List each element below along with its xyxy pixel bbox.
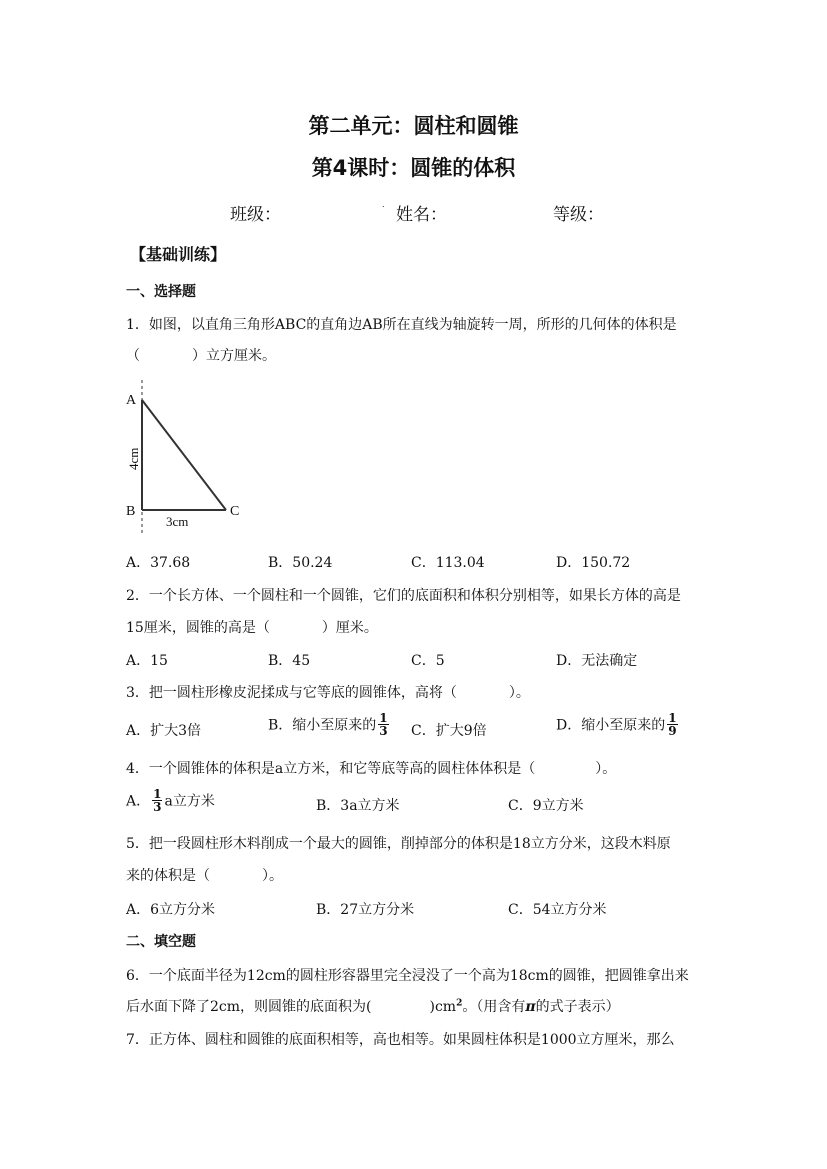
q3-option-a[interactable]: A．扩大3倍 — [126, 723, 202, 739]
q5-line1: 5．把一段圆柱形木料削成一个最大的圆锥，削掉部分的体积是18立方分米，这段木料原 — [126, 836, 671, 852]
q4-option-b[interactable]: B．3a立方米 — [316, 798, 400, 814]
q6-mid: 。（用含有 — [462, 999, 526, 1015]
q1-paren-open: （ — [126, 348, 140, 364]
q3-option-d[interactable] — [556, 712, 680, 737]
q3-suffix: ）。 — [508, 685, 530, 701]
q3-option-b[interactable] — [268, 712, 391, 737]
fraction-numerator: 1 — [153, 787, 162, 801]
name-label: 姓名： — [396, 205, 447, 225]
fraction-denominator: 9 — [668, 724, 677, 738]
grade-label: 等级： — [553, 205, 604, 225]
part2-title: 二、填空题 — [126, 934, 196, 950]
fraction-denominator: 3 — [153, 800, 162, 814]
q2-suffix: ）厘米。 — [321, 620, 378, 636]
q1-triangle-figure — [120, 378, 250, 538]
q1-paren-close: ）立方厘米。 — [192, 348, 276, 364]
q1-line2 — [126, 345, 276, 365]
q3-option-c[interactable]: C．扩大9倍 — [411, 723, 487, 739]
fraction-denominator: 3 — [379, 724, 388, 738]
q1-option-c[interactable]: C．113.04 — [411, 555, 485, 571]
q3-line1 — [126, 682, 530, 702]
fraction-numerator: 1 — [379, 711, 388, 725]
q2-option-d[interactable]: D．无法确定 — [556, 653, 638, 669]
q5-prefix: 来的体积是（ — [126, 868, 210, 884]
q4-option-a-text: a立方米 — [164, 793, 215, 810]
unit-title: 第二单元：圆柱和圆锥 — [308, 114, 519, 138]
q6-line2 — [126, 996, 620, 1016]
q1-line1: 1．如图，以直角三角形ABC的直角边AB所在直线为轴旋转一周，所形的几何体的体积是 — [126, 317, 677, 333]
q6-end: 的式子表示） — [535, 999, 620, 1015]
q1-option-b[interactable]: B．50.24 — [268, 555, 333, 571]
q4-prefix: 4．一个圆锥体的体积是a立方米，和它等底等高的圆柱体体积是（ — [126, 761, 536, 777]
q2-option-b[interactable]: B．45 — [268, 653, 311, 669]
label-base-3cm: 3cm — [166, 514, 189, 529]
lesson-title: 第4课时：圆锥的体积 — [311, 156, 516, 180]
q7-line1: 7．正方体、圆柱和圆锥的底面积相等，高也相等。如果圆柱体积是1000立方厘米，那么 — [126, 1032, 675, 1048]
q6-unit-superscript: 2 — [456, 998, 463, 1009]
q2-prefix: 15厘米，圆锥的高是（ — [126, 620, 270, 636]
part1-title: 一、选择题 — [126, 284, 196, 300]
q2-line1: 2．一个长方体、一个圆柱和一个圆锥，它们的底面积和体积分别相等，如果长方体的高是 — [126, 588, 681, 604]
q2-option-c[interactable]: C．5 — [411, 653, 445, 669]
q5-option-b[interactable]: B．27立方分米 — [316, 902, 415, 918]
q3-prefix: 3．把一圆柱形橡皮泥揉成与它等底的圆锥体，高将（ — [126, 685, 457, 701]
q6-line1: 6．一个底面半径为12cm的圆柱形容器里完全浸没了一个高为18cm的圆锥，把圆锥拿出来 — [126, 968, 689, 984]
q5-line2 — [126, 865, 283, 885]
q5-suffix: ）。 — [262, 868, 283, 884]
q4-option-a-fraction — [152, 788, 162, 813]
side-ac — [142, 400, 226, 510]
q2-option-a[interactable]: A．15 — [126, 653, 168, 669]
label-height-4cm: 4cm — [126, 447, 141, 470]
q2-line2 — [126, 617, 378, 637]
q3-option-d-fraction — [667, 712, 677, 737]
q4-line1 — [126, 758, 616, 778]
q6-unit: )cm — [429, 999, 457, 1015]
q3-option-b-fraction — [378, 712, 388, 737]
dot-mark: . — [382, 200, 385, 209]
q6-prefix: 后水面下降了2cm，则圆锥的底面积为( — [126, 999, 372, 1015]
section-basic-training: 【基础训练】 — [130, 245, 227, 264]
pi-symbol: π — [525, 999, 536, 1015]
q3-option-d-text: D．缩小至原来的 — [556, 717, 666, 734]
q5-option-a[interactable]: A．6立方分米 — [126, 902, 216, 918]
class-label: 班级： — [230, 205, 281, 225]
q4-option-c[interactable]: C．9立方米 — [508, 798, 584, 814]
fraction-numerator: 1 — [668, 711, 677, 725]
label-a: A — [126, 393, 137, 408]
q5-option-c[interactable]: C．54立方分米 — [508, 902, 607, 918]
q3-option-b-text: B．缩小至原来的 — [268, 717, 377, 734]
label-b: B — [126, 504, 136, 519]
label-c: C — [230, 504, 240, 519]
q4-suffix: ）。 — [595, 761, 617, 777]
q4-option-a[interactable] — [126, 788, 215, 813]
q1-option-a[interactable]: A．37.68 — [126, 555, 191, 571]
q1-option-d[interactable]: D．150.72 — [556, 555, 631, 571]
q4-option-a-label: A． — [126, 793, 151, 810]
